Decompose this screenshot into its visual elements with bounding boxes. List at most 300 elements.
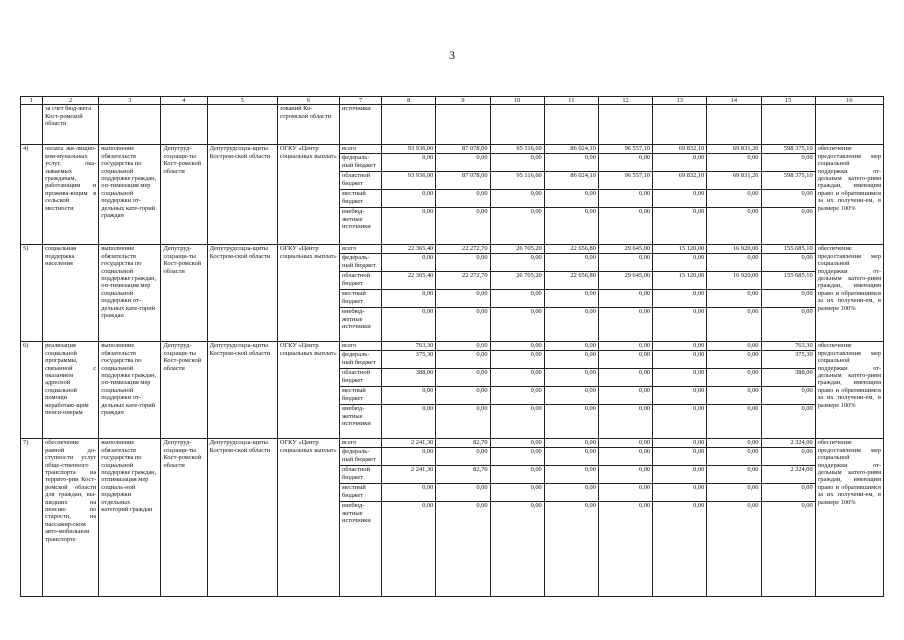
amount-value: 0,00	[491, 484, 544, 502]
amount-value: 0,00	[707, 387, 760, 405]
amount-cell	[436, 145, 490, 245]
amount-value: 0,00	[801, 405, 813, 413]
funding-source-label: местный бюджет	[340, 387, 381, 405]
amount-stack	[707, 145, 760, 225]
amount-value: 0,00	[599, 254, 652, 272]
amount-value: 0,00	[436, 154, 489, 172]
amount-value: 0,00	[530, 308, 542, 316]
amount-value: 763,30	[762, 342, 815, 351]
recipient-cell: ОГКУ «Центр социальных выплат»	[277, 439, 339, 597]
amount-stack	[707, 342, 760, 422]
amount-cell	[490, 245, 544, 342]
funding-sources-cell	[340, 145, 382, 245]
amount-value: 29 645,00	[599, 272, 652, 290]
amount-value: 0,00	[653, 466, 706, 484]
amount-stack	[762, 145, 815, 225]
amount-value: 0,00	[545, 439, 598, 448]
amount-cell	[544, 245, 598, 342]
amount-stack	[382, 342, 435, 422]
amount-value: 0,00	[653, 484, 706, 502]
amount-value: 0,00	[422, 308, 434, 316]
amount-value: 388,00	[762, 369, 815, 387]
amount-cell	[436, 342, 490, 439]
amount-value: 0,00	[707, 342, 760, 351]
amount-cell	[490, 439, 544, 597]
amount-cell	[761, 145, 815, 245]
amount-value: 0,00	[476, 405, 488, 413]
amount-value: 15 120,00	[653, 272, 706, 290]
amount-value: 0,00	[545, 484, 598, 502]
amount-value: 0,00	[491, 448, 544, 466]
program-row	[21, 145, 884, 245]
amount-cell	[761, 439, 815, 597]
amount-cell	[598, 439, 652, 597]
amount-value: 0,00	[693, 308, 705, 316]
amount-value: 0,00	[707, 448, 760, 466]
amount-value: 0,00	[653, 387, 706, 405]
funding-source-label: федераль-ный бюджет	[340, 351, 381, 369]
amount-value: 0,00	[599, 448, 652, 466]
amount-stack	[382, 439, 435, 519]
column-number-6: 6	[277, 97, 339, 105]
amount-value: 388,00	[382, 369, 435, 387]
funding-sources-cell	[340, 245, 382, 342]
amount-value: 0,00	[436, 190, 489, 208]
amount-value: 0,00	[382, 154, 435, 172]
activity-name-cell: реализация социальной программы, связанной с оказанием адресной социальной помощи неработаю-щим пенси-онерам	[43, 342, 99, 439]
amount-value: 0,00	[747, 502, 759, 510]
amount-value: 0,00	[436, 342, 489, 351]
amount-value: 0,00	[491, 369, 544, 387]
amount-stack	[707, 245, 760, 325]
amount-value: 0,00	[422, 208, 434, 216]
amount-cell	[653, 145, 707, 245]
funding-source-label: областной бюджет	[340, 466, 381, 484]
administrator-cell: Депутрудсоцза-щиты Костром-ской области	[207, 245, 277, 342]
amount-cell	[707, 245, 761, 342]
column-number-15: 15	[761, 97, 815, 105]
amount-value: 155 685,10	[762, 245, 815, 254]
amount-value: 0,00	[530, 502, 542, 510]
amount-stack	[491, 145, 544, 225]
amount-stack	[436, 342, 489, 422]
continuation-row	[21, 105, 884, 145]
column-number-4: 4	[161, 97, 207, 105]
amount-value: 0,00	[638, 208, 651, 216]
amount-value: 0,00	[707, 190, 760, 208]
funding-source-label: местный бюджет	[340, 290, 381, 308]
amount-value: 0,00	[545, 154, 598, 172]
amount-value: 598 375,10	[762, 172, 815, 190]
column-number-8: 8	[382, 97, 436, 105]
amount-value: 0,00	[491, 190, 544, 208]
amount-value: 93 936,00	[382, 172, 435, 190]
amount-value: 0,00	[422, 405, 434, 413]
amount-value: 86 024,10	[545, 145, 598, 154]
amount-value: 69 831,20	[707, 172, 760, 190]
amount-value: 0,00	[491, 254, 544, 272]
amount-value: 0,00	[801, 208, 813, 216]
amount-value: 0,00	[545, 448, 598, 466]
amount-value: 0,00	[653, 439, 706, 448]
amount-value: 0,00	[491, 342, 544, 351]
amount-value: 0,00	[584, 308, 596, 316]
amount-value: 375,30	[762, 351, 815, 369]
amount-value: 0,00	[693, 405, 705, 413]
funding-sources-list	[340, 342, 381, 427]
column-number-5: 5	[207, 97, 277, 105]
amount-value: 0,00	[491, 154, 544, 172]
amount-value: 0,00	[382, 290, 435, 308]
amount-stack	[653, 245, 706, 325]
expected-result-cell: обеспечение предоставления мер социальной поддержки от-дельным катего-риям граждан, имеющим право и обратившимся за их получени-ем, в размере 100%	[815, 439, 883, 597]
amount-value: 0,00	[762, 254, 815, 272]
column-number-14: 14	[707, 97, 761, 105]
amount-cell	[436, 439, 490, 597]
program-row	[21, 439, 884, 597]
amount-value: 0,00	[584, 208, 596, 216]
amount-value: 0,00	[491, 439, 544, 448]
amount-stack	[653, 439, 706, 519]
amount-value: 0,00	[491, 290, 544, 308]
amount-value: 0,00	[545, 290, 598, 308]
amount-stack	[762, 439, 815, 519]
row-number-cell: 7)	[21, 439, 43, 597]
amount-value: 93 936,00	[382, 145, 435, 154]
amount-value: 2 324,00	[762, 466, 815, 484]
column-number-10: 10	[490, 97, 544, 105]
amount-value: 0,00	[599, 369, 652, 387]
amount-value: 0,00	[707, 351, 760, 369]
row-number-cell: 5)	[21, 245, 43, 342]
amount-value: 15 120,00	[653, 245, 706, 254]
row-number-cell: 6)	[21, 342, 43, 439]
amount-value: 2 241,30	[382, 439, 435, 448]
amount-value: 0,00	[436, 448, 489, 466]
amount-cell	[382, 245, 436, 342]
amount-cell	[653, 439, 707, 597]
funding-source-label: федераль-ный бюджет	[340, 154, 381, 172]
amount-value: 0,00	[382, 387, 435, 405]
amount-value: 0,00	[638, 308, 651, 316]
amount-value: 22 656,80	[545, 272, 598, 290]
continuation-recipient-cell: зований Ко-стромской области	[277, 105, 339, 145]
amount-value: 0,00	[653, 351, 706, 369]
continuation-name-cell: за счет бюд-жета Кост-ромской области	[43, 105, 99, 145]
amount-value: 0,00	[545, 369, 598, 387]
amount-value: 0,00	[707, 154, 760, 172]
amount-stack	[707, 439, 760, 519]
amount-value: 82,70	[436, 466, 489, 484]
amount-value: 0,00	[653, 448, 706, 466]
amount-stack	[491, 342, 544, 422]
column-number-1: 1	[21, 97, 43, 105]
funding-source-label: областной бюджет	[340, 272, 381, 290]
amount-value: 0,00	[693, 502, 705, 510]
amount-value: 0,00	[599, 342, 652, 351]
amount-value: 22 365,40	[382, 245, 435, 254]
amount-value: 0,00	[653, 342, 706, 351]
amount-cell	[382, 342, 436, 439]
executor-cell: Депутруд-соцзащи-ты Кост-ромской области	[161, 342, 207, 439]
column-number-7: 7	[340, 97, 382, 105]
amount-value: 0,00	[707, 484, 760, 502]
amount-cell	[653, 245, 707, 342]
funding-source-label: местный бюджет	[340, 484, 381, 502]
amount-stack	[436, 439, 489, 519]
amount-value: 155 685,10	[762, 272, 815, 290]
funding-source-label: внебюд-жетные источники	[342, 208, 371, 231]
amount-value: 0,00	[599, 351, 652, 369]
amount-value: 0,00	[545, 351, 598, 369]
task-cell: выполнение обязательств государства по социальной поддержке граждан, оп-тимизация мер социальной поддержки от-дельных кате-горий граждан	[99, 342, 161, 439]
amount-value: 0,00	[530, 405, 542, 413]
amount-cell	[436, 245, 490, 342]
funding-sources-list	[340, 439, 381, 524]
amount-cell	[544, 145, 598, 245]
administrator-cell: Депутрудсоцза-щиты Костром-ской области	[207, 439, 277, 597]
expected-result-cell: обеспечение предоставления мер социальной поддержки от-дельным катего-риям граждан, имеющим право и обратившимся за их получени-ем, в размере 100%	[815, 245, 883, 342]
amount-value: 22 272,70	[436, 272, 489, 290]
amount-value: 69 832,10	[653, 172, 706, 190]
amount-value: 0,00	[382, 190, 435, 208]
amount-cell	[490, 342, 544, 439]
amount-stack	[762, 245, 815, 325]
amount-value: 0,00	[599, 466, 652, 484]
activity-name-cell: оплата жи-лищно-ком-мунальных услуг, ока-зываемых гражданам, работающим и прожива-ющим в сельской местности	[43, 145, 99, 245]
amount-value: 26 705,20	[491, 272, 544, 290]
amount-value: 0,00	[707, 439, 760, 448]
amount-value: 0,00	[436, 484, 489, 502]
continuation-source-cell: источники	[340, 105, 382, 145]
amount-value: 598 375,10	[762, 145, 815, 154]
amount-value: 0,00	[762, 154, 815, 172]
funding-sources-list	[340, 145, 381, 230]
amount-cell	[382, 439, 436, 597]
amount-value: 0,00	[491, 387, 544, 405]
amount-stack	[382, 245, 435, 325]
amount-value: 0,00	[762, 290, 815, 308]
amount-value: 0,00	[382, 484, 435, 502]
column-number-9: 9	[436, 97, 490, 105]
amount-value: 0,00	[599, 439, 652, 448]
amount-value: 95 116,60	[491, 145, 544, 154]
amount-value: 0,00	[653, 254, 706, 272]
amount-cell	[490, 145, 544, 245]
funding-source-label: всего	[340, 342, 381, 351]
amount-stack	[545, 245, 598, 325]
amount-stack	[436, 245, 489, 325]
amount-value: 0,00	[599, 190, 652, 208]
amount-value: 29 645,00	[599, 245, 652, 254]
funding-source-label: областной бюджет	[340, 172, 381, 190]
program-row	[21, 245, 884, 342]
amount-value: 0,00	[545, 387, 598, 405]
amount-value: 87 078,00	[436, 145, 489, 154]
program-table	[20, 96, 884, 597]
funding-source-label: всего	[340, 439, 381, 448]
recipient-cell: ОГКУ «Центр социальных выплат»	[277, 245, 339, 342]
amount-value: 0,00	[382, 254, 435, 272]
amount-cell	[382, 145, 436, 245]
administrator-cell: Депутрудсоцза-щиты Костром-ской области	[207, 342, 277, 439]
column-number-11: 11	[544, 97, 598, 105]
amount-value: 0,00	[653, 290, 706, 308]
amount-value: 0,00	[436, 290, 489, 308]
amount-value: 0,00	[801, 502, 813, 510]
funding-source-label: федераль-ный бюджет	[340, 254, 381, 272]
amount-value: 0,00	[476, 208, 488, 216]
funding-source-label: внебюд-жетные источники	[342, 502, 371, 525]
recipient-cell: ОГКУ «Центр социальных выплат»	[277, 342, 339, 439]
funding-source-label: внебюд-жетные источники	[342, 308, 371, 331]
amount-value: 0,00	[762, 448, 815, 466]
executor-cell: Депутруд-соцзащи-ты Кост-ромской области	[161, 439, 207, 597]
amount-value: 0,00	[584, 502, 596, 510]
amount-value: 0,00	[707, 466, 760, 484]
table-body	[21, 97, 884, 597]
task-cell: выполнение обязательств государства по социальной поддержке граждан, оп-тимизация мер социальной поддержки от-дельных кате-горий граждан	[99, 145, 161, 245]
amount-cell	[707, 439, 761, 597]
amount-value: 22 365,40	[382, 272, 435, 290]
amount-value: 95 116,60	[491, 172, 544, 190]
amount-stack	[599, 439, 652, 519]
amount-value: 0,00	[599, 154, 652, 172]
funding-source-label: всего	[340, 145, 381, 154]
page-number: 3	[449, 48, 455, 62]
amount-value: 0,00	[436, 387, 489, 405]
amount-cell	[761, 245, 815, 342]
amount-cell	[653, 342, 707, 439]
program-row	[21, 342, 884, 439]
amount-value: 0,00	[476, 502, 488, 510]
amount-value: 0,00	[801, 308, 813, 316]
task-cell: выполнение обязательств государства по социальной поддержке граждан, оптимизация мер социаль-ной поддержки отдельных категорий граждан	[99, 439, 161, 597]
amount-value: 0,00	[436, 369, 489, 387]
amount-value: 0,00	[422, 502, 434, 510]
amount-cell	[544, 439, 598, 597]
administrator-cell: Депутрудсоцза-щиты Костром-ской области	[207, 145, 277, 245]
amount-cell	[707, 342, 761, 439]
amount-value: 375,30	[382, 351, 435, 369]
amount-value: 0,00	[693, 208, 705, 216]
amount-value: 2 241,30	[382, 466, 435, 484]
amount-stack	[599, 245, 652, 325]
activity-name-cell: социальная поддержка населения	[43, 245, 99, 342]
amount-value: 0,00	[747, 405, 759, 413]
amount-value: 0,00	[638, 405, 651, 413]
amount-value: 0,00	[491, 466, 544, 484]
amount-value: 0,00	[491, 351, 544, 369]
amount-value: 0,00	[762, 190, 815, 208]
amount-stack	[653, 145, 706, 225]
amount-stack	[653, 342, 706, 422]
funding-sources-list	[340, 245, 381, 330]
column-number-3: 3	[99, 97, 161, 105]
amount-cell	[544, 342, 598, 439]
amount-value: 0,00	[707, 369, 760, 387]
amount-stack	[545, 439, 598, 519]
amount-value: 0,00	[599, 290, 652, 308]
amount-value: 69 831,20	[707, 145, 760, 154]
amount-stack	[491, 245, 544, 325]
column-number-row	[21, 97, 884, 105]
column-number-12: 12	[598, 97, 652, 105]
funding-sources-cell	[340, 342, 382, 439]
funding-sources-cell	[340, 439, 382, 597]
column-number-13: 13	[653, 97, 707, 105]
amount-value: 22 272,70	[436, 245, 489, 254]
amount-value: 22 656,80	[545, 245, 598, 254]
amount-cell	[598, 342, 652, 439]
amount-stack	[762, 342, 815, 422]
amount-stack	[599, 145, 652, 225]
amount-cell	[598, 245, 652, 342]
amount-stack	[436, 145, 489, 225]
amount-value: 0,00	[653, 190, 706, 208]
amount-value: 763,30	[382, 342, 435, 351]
amount-value: 0,00	[545, 190, 598, 208]
funding-source-label: местный бюджет	[340, 190, 381, 208]
amount-value: 69 832,10	[653, 145, 706, 154]
amount-stack	[491, 439, 544, 519]
amount-value: 0,00	[476, 308, 488, 316]
amount-value: 0,00	[762, 387, 815, 405]
recipient-cell: ОГКУ «Центр социальных выплат»	[277, 145, 339, 245]
column-number-16: 16	[815, 97, 883, 105]
funding-source-label: внебюд-жетные источники	[342, 405, 371, 428]
amount-value: 16 920,00	[707, 245, 760, 254]
amount-cell	[598, 145, 652, 245]
amount-stack	[382, 145, 435, 225]
amount-value: 96 557,10	[599, 172, 652, 190]
amount-stack	[599, 342, 652, 422]
task-cell: выполнение обязательств государства по социальной поддержке граждан, оп-тимизация мер социальной поддержки от-дельных кате-горий граждан	[99, 245, 161, 342]
amount-value: 2 324,00	[762, 439, 815, 448]
amount-value: 0,00	[638, 502, 651, 510]
amount-stack	[545, 342, 598, 422]
amount-value: 0,00	[747, 308, 759, 316]
expected-result-cell: обеспечение предоставления мер социальной поддержки от-дельным катего-риям граждан, имеющим право и обратившимся за их получени-ем, в размере 100%	[815, 342, 883, 439]
amount-value: 0,00	[653, 369, 706, 387]
amount-value: 0,00	[436, 351, 489, 369]
amount-value: 0,00	[545, 254, 598, 272]
funding-source-label: всего	[340, 245, 381, 254]
amount-value: 0,00	[436, 254, 489, 272]
amount-value: 0,00	[545, 466, 598, 484]
amount-value: 26 705,20	[491, 245, 544, 254]
amount-cell	[761, 342, 815, 439]
row-number-cell: 4)	[21, 145, 43, 245]
expected-result-cell: обеспечение предоставления мер социальной поддержки от-дельным катего-риям граждан, имеющим право и обратившимся за их получени-ем, в размере 100%	[815, 145, 883, 245]
amount-stack	[545, 145, 598, 225]
amount-value: 0,00	[599, 484, 652, 502]
amount-value: 16 920,00	[707, 272, 760, 290]
activity-name-cell: обеспечение равной до-ступности услуг обще-ственного транспорта на террито-рии Кост-ромской области для граждан, вы-шедших на пенсию по старости, на пассажир-ском авто-мобильном транспорте	[43, 439, 99, 597]
amount-value: 87 078,00	[436, 172, 489, 190]
amount-value: 0,00	[530, 208, 542, 216]
amount-value: 0,00	[382, 448, 435, 466]
amount-value: 0,00	[545, 342, 598, 351]
amount-value: 0,00	[707, 254, 760, 272]
amount-cell	[707, 145, 761, 245]
funding-source-label: областной бюджет	[340, 369, 381, 387]
amount-value: 0,00	[653, 154, 706, 172]
amount-value: 0,00	[584, 405, 596, 413]
executor-cell: Депутруд-соцзащи-ты Кост-ромской области	[161, 245, 207, 342]
funding-source-label: федераль-ный бюджет	[340, 448, 381, 466]
amount-value: 0,00	[707, 290, 760, 308]
